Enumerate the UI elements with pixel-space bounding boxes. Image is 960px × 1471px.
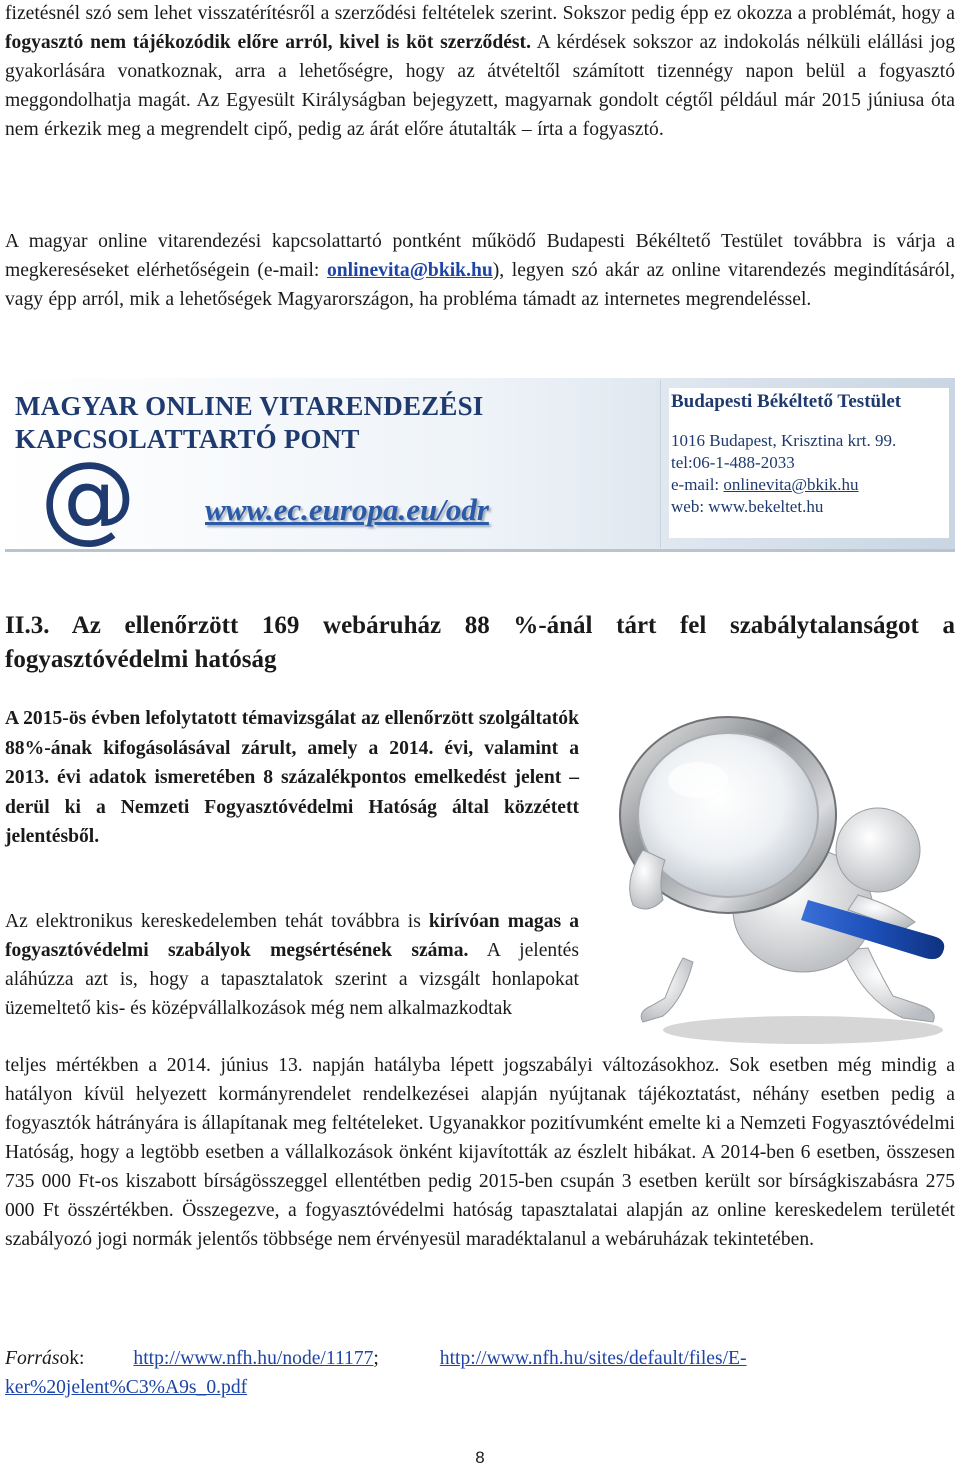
- source-link-2-part-1[interactable]: http://www.nfh.hu/sites/default/files/E-: [439, 1348, 747, 1369]
- banner-email-label: e-mail:: [671, 475, 724, 494]
- source-label-rest: ok:: [59, 1348, 85, 1369]
- top-paragraph: [5, 0, 955, 145]
- banner-email-link[interactable]: onlinevita@bkik.hu: [723, 475, 859, 494]
- source-separator: ;: [373, 1348, 379, 1369]
- banner-title-line-2: KAPCSOLATTARTÓ PONT: [15, 424, 360, 454]
- email-link[interactable]: onlinevita@bkik.hu: [326, 259, 493, 281]
- banner-web: web: www.bekeltet.hu: [671, 497, 824, 516]
- section-paragraph-2-text-1: Az elektronikus kereskedelemben tehát továbbra is: [5, 911, 429, 932]
- top-paragraph-text-1: fizetésnél szó sem lehet visszatérítésről a szerződési feltételek szerint. Sokszor pedig épp ez okozza a problémát, hogy a: [5, 3, 955, 24]
- source-link-1[interactable]: http://www.nfh.hu/node/11177: [133, 1348, 374, 1369]
- banner-title-line-1: MAGYAR ONLINE VITARENDEZÉSI: [15, 391, 484, 421]
- banner-left-panel: [15, 390, 655, 553]
- banner-divider: [656, 380, 660, 548]
- section-paragraph-2-bold: kirívóan magas a fogyasztóvédelmi szabályok megsértésének száma.: [5, 911, 579, 961]
- section-lead-paragraph: A 2015-ös évben lefolytatott témavizsgálat az ellenőrzött szolgáltatók 88%-ának kifogásolásával zárult, amely a 2014. évi, valamint a 2013. évi adatok ismeretében 8 százalékpontos emelkedést jelent – derül ki a Nemzeti Fogyasztóvédelmi Hatóság által közzétett jelentésből.: [5, 708, 579, 848]
- banner-address: 1016 Budapest, Krisztina krt. 99.: [671, 431, 897, 450]
- banner-contact-panel: [669, 388, 949, 538]
- banner-email-line: [671, 474, 949, 496]
- source-label-italic: Forrás: [5, 1348, 60, 1369]
- contact-paragraph-text-2: ), legyen szó akár az online vitarendezés megindításáról, vagy épp arról, mik a lehetőségek Magyarországon, ha probléma támadt az internetes megrendeléssel.: [5, 259, 955, 310]
- contact-paragraph: [5, 228, 955, 315]
- source-link-2-part-2[interactable]: ker%20jelent%C3%A9s_0.pdf: [5, 1377, 248, 1398]
- section-heading: II.3. Az ellenőrzött 169 webáruház 88 %-ánál tárt fel szabálytalanságot a fogyasztóvédelmi hatóság: [5, 612, 955, 673]
- banner-phone: tel:06-1-488-2033: [671, 453, 795, 472]
- at-sign-icon: @: [40, 441, 136, 553]
- banner-url-link[interactable]: www.ec.europa.eu/odr: [205, 492, 489, 527]
- contact-paragraph-text-1: A magyar online vitarendezési kapcsolattartó pontként működő Budapesti Békéltető Testület továbbra is várja a megkereséseket elérhetőségein (e-mail:: [5, 231, 955, 281]
- banner-org-name: Budapesti Békéltető Testület: [671, 391, 902, 412]
- top-paragraph-text-2: A kérdések sokszor az indokolás nélküli elállási jog gyakorlására vonatkoznak, arra a lehetőségre, hogy az átvételtől számított tizennégy napon belül a fogyasztó meggondolhatja magát. Az Egyesült Királyságban bejegyzett, magyarnak gondolt cégtől például már 2015 júniusa óta nem érkezik meg a megrendelt cipő, pedig az árát előre átutalták – írta a fogyasztó.: [5, 31, 956, 140]
- section-paragraph-2: [5, 907, 579, 1023]
- top-paragraph-bold: fogyasztó nem tájékozódik előre arról, kivel is köt szerződést.: [5, 31, 531, 53]
- section-paragraph-2-text-2: A jelentés aláhúzza azt is, hogy a tapasztalatok szerint a vizsgált honlapokat üzemeltető kis- és középvállalkozások még nem alkalmazkodtak: [5, 940, 579, 1019]
- odr-contact-banner: [5, 378, 955, 552]
- source-line: [5, 1344, 955, 1402]
- page-number: 8: [475, 1448, 485, 1467]
- magnifier-figure-icon: [603, 700, 960, 1050]
- section-paragraph-3: teljes mértékben a 2014. június 13. napján hatályba lépett jogszabályi változásokhoz. Sok esetben még mindig a hatályon kívül helyezett kormányrendelet rendelkezései alapján nyújtanak tájékoztatást, néhány esetben pedig a fogyasztók hátrányára is állapítanak meg feltételeket. Ugyanakkor pozitívumként emelte ki a Nemzeti Fogyasztóvédelmi Hatóság, hogy a legtöbb esetben a vállalkozások önként kijavították az észlelt hibákat. A 2014-ben 6 esetben, összesen 735 000 Ft-os kiszabott bírságösszeggel ellentétben pedig 2015-ben csupán 3 esetben került sor bírságkiszabásra 275 000 Ft összértékben. Összegezve, a fogyasztóvédelmi hatóság tapasztalatai alapján az online kereskedelem területét szabályozó jogi normák jelentős többsége nem érvényesül maradéktalanul a webáruházak tekintetében.: [5, 1055, 955, 1250]
- magnifier-figure-illustration: [603, 700, 960, 1050]
